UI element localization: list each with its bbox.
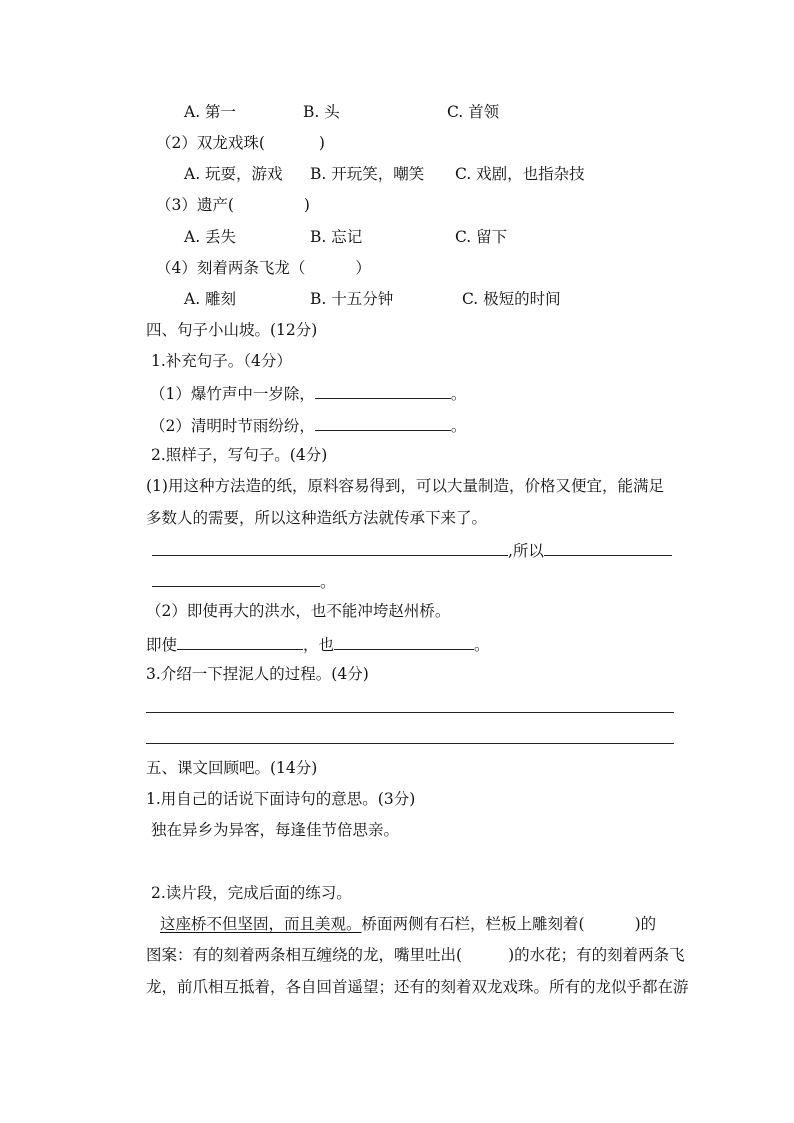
answer-rule-2[interactable] bbox=[146, 743, 674, 744]
q4-option-a: A. 雕刻 bbox=[184, 290, 237, 308]
passage-line-2-a: 图案：有的刻着两条相互缠绕的龙，嘴里吐出( bbox=[146, 946, 463, 964]
q2-prompt bbox=[156, 133, 325, 153]
poem-line: 独在异乡为异客，每逢佳节倍思亲。 bbox=[151, 821, 400, 839]
ye-text: ，也 bbox=[303, 636, 335, 654]
sentence-2-blank[interactable] bbox=[315, 414, 451, 431]
q1-option-c: C. 首领 bbox=[447, 103, 500, 121]
answer-blank-3[interactable] bbox=[152, 570, 320, 587]
period: 。 bbox=[474, 636, 490, 654]
answer-blank-1[interactable] bbox=[152, 539, 508, 556]
q4-option-c: C. 极短的时间 bbox=[462, 290, 561, 308]
section5-p2-title: 2.读片段，完成后面的练习。 bbox=[151, 884, 352, 902]
example-2: （2）即使再大的洪水，也不能冲垮赵州桥。 bbox=[146, 602, 451, 620]
q2-option-a: A. 玩耍，游戏 bbox=[184, 165, 283, 183]
q3-option-b: B. 忘记 bbox=[310, 228, 363, 246]
passage-line-1-rest: 桥面两侧有石栏，栏板上雕刻着( bbox=[361, 915, 585, 933]
sentence-1-text: （1）爆竹声中一岁除， bbox=[150, 385, 315, 403]
section5-p1-title: 1.用自己的话说下面诗句的意思。(3分) bbox=[146, 790, 416, 808]
q4-close: ） bbox=[355, 259, 371, 277]
answer-line-1 bbox=[152, 539, 672, 561]
answer-rule-1[interactable] bbox=[146, 712, 674, 713]
q4-prompt bbox=[156, 258, 371, 278]
q2-option-c: C. 戏剧，也指杂技 bbox=[455, 165, 585, 183]
q2-close: ) bbox=[318, 134, 325, 152]
period: 。 bbox=[320, 573, 336, 591]
section4-title: 四、句子小山坡。(12分) bbox=[146, 321, 318, 339]
section4-p1-title: 1.补充句子。（4分） bbox=[151, 352, 292, 370]
passage-line-1-end: )的 bbox=[634, 915, 657, 933]
sentence-1-blank[interactable] bbox=[315, 382, 451, 399]
example-1-line-1: (1)用这种方法造的纸，原料容易得到，可以大量制造，价格又便宜，能满足 bbox=[146, 477, 664, 495]
sentence-1 bbox=[150, 382, 466, 404]
jishi-blank[interactable] bbox=[177, 633, 303, 650]
example-1-line-2: 多数人的需要，所以这种造纸方法就传承下来了。 bbox=[146, 509, 488, 527]
passage-underlined: 这座桥不但坚固，而且美观。 bbox=[160, 915, 362, 933]
q2-option-b: B. 开玩笑，嘲笑 bbox=[310, 165, 425, 183]
period: 。 bbox=[450, 417, 467, 435]
sentence-2 bbox=[150, 414, 466, 436]
section5-title: 五、课文回顾吧。(14分) bbox=[146, 759, 318, 777]
section4-p3-title: 3.介绍一下捏泥人的过程。(4分) bbox=[146, 665, 369, 683]
passage-line-1 bbox=[160, 914, 656, 934]
suoyi-text: ,所以 bbox=[508, 542, 544, 560]
jishi-text: 即使 bbox=[146, 636, 178, 654]
answer-line-2 bbox=[152, 570, 336, 592]
passage-line-2 bbox=[146, 945, 685, 965]
q3-prompt bbox=[156, 195, 310, 215]
answer-blank-2[interactable] bbox=[544, 539, 672, 556]
q2-prompt-text: （2）双龙戏珠( bbox=[156, 134, 265, 152]
q3-option-c: C. 留下 bbox=[455, 228, 508, 246]
period: 。 bbox=[450, 385, 467, 403]
ye-blank[interactable] bbox=[334, 633, 474, 650]
q4-prompt-text: （4）刻着两条飞龙（ bbox=[156, 259, 306, 277]
q1-option-b: B. 头 bbox=[303, 103, 340, 121]
section4-p2-title: 2.照样子，写句子。(4分) bbox=[151, 446, 328, 464]
q3-close: ) bbox=[303, 196, 310, 214]
q1-option-a: A. 第一 bbox=[184, 103, 237, 121]
passage-line-3: 龙，前爪相互抵着，各自回首遥望；还有的刻着双龙戏珠。所有的龙似乎都在游 bbox=[146, 978, 689, 996]
q4-option-b: B. 十五分钟 bbox=[310, 290, 394, 308]
sentence-2-text: （2）清明时节雨纷纷， bbox=[150, 417, 315, 435]
q3-option-a: A. 丢失 bbox=[184, 228, 237, 246]
jishi-answer-line bbox=[146, 633, 490, 655]
passage-line-2-b: )的水花；有的刻着两条飞 bbox=[508, 946, 685, 964]
q3-prompt-text: （3）遗产( bbox=[156, 196, 234, 214]
